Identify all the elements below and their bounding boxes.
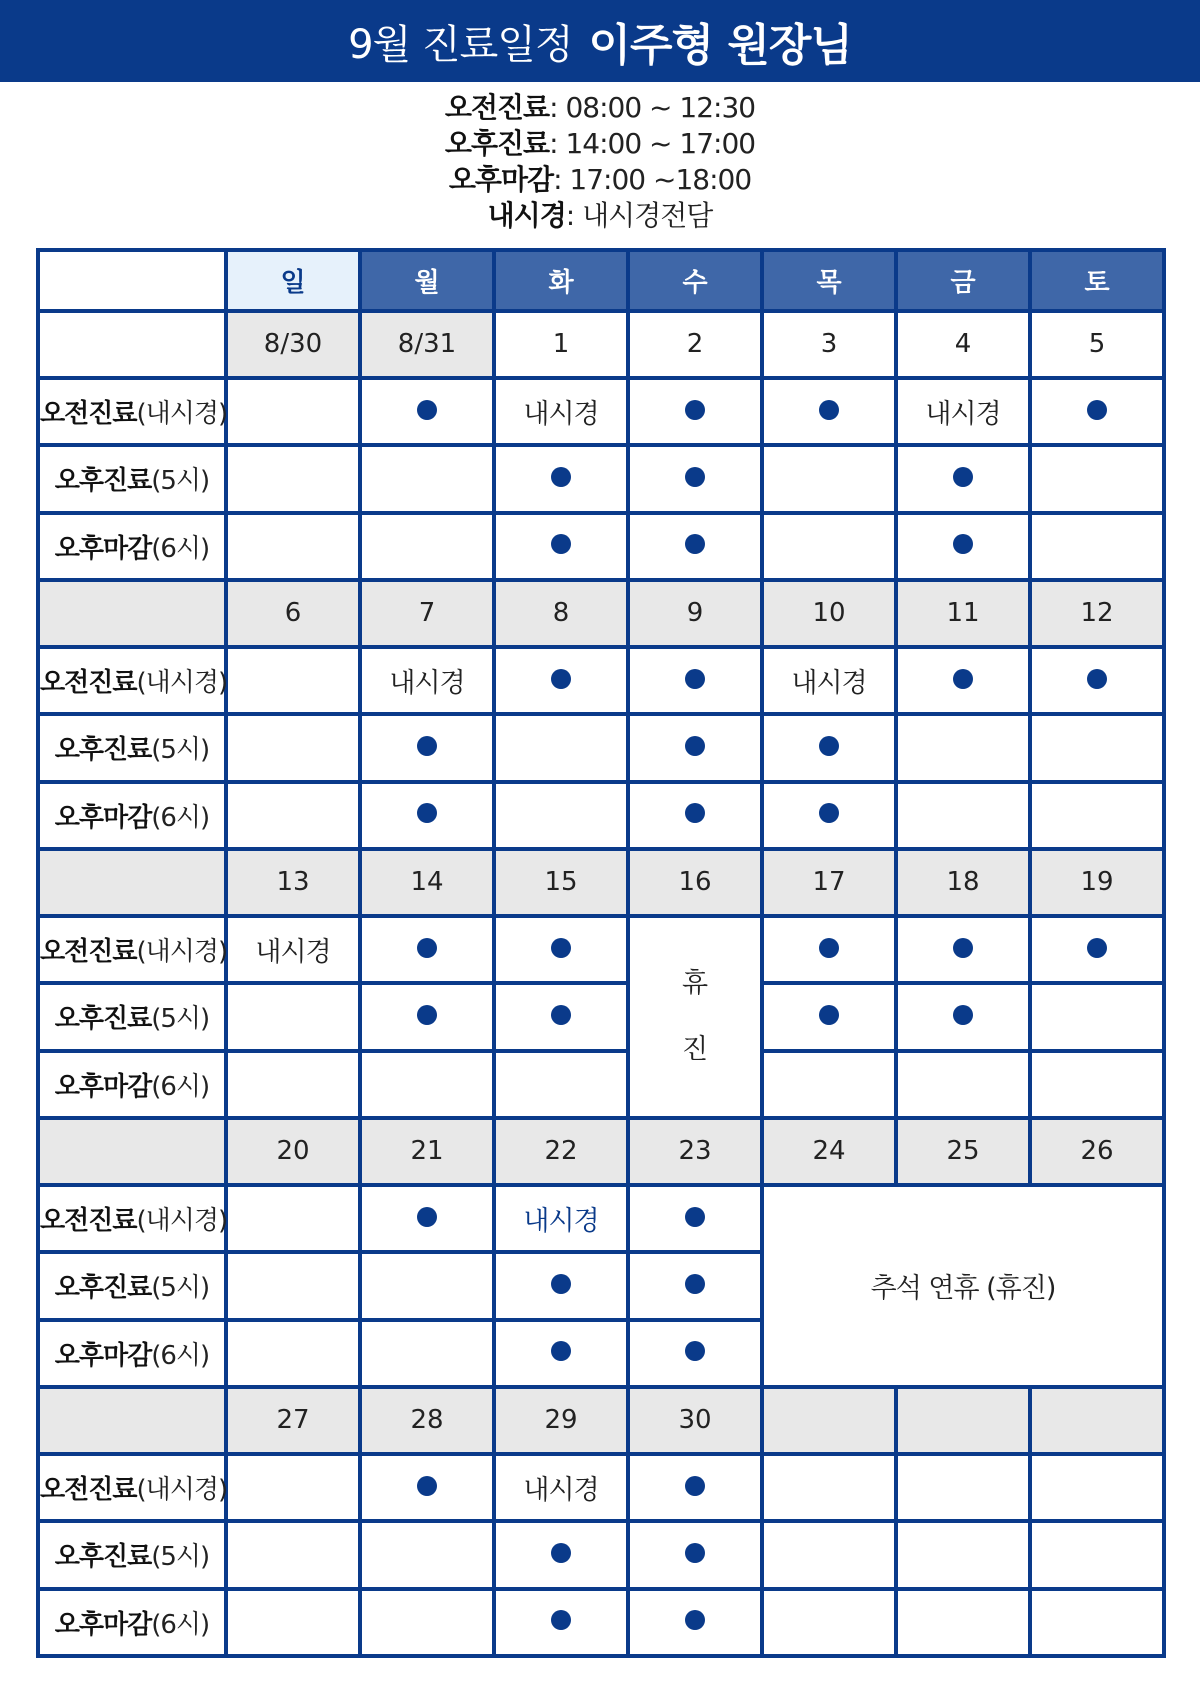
slot-cell xyxy=(226,983,360,1050)
slot-cell xyxy=(360,714,494,781)
date-cell: 5 xyxy=(1030,311,1164,378)
slot-cell xyxy=(494,1252,628,1319)
endoscopy-label: 내시경 xyxy=(255,937,331,969)
slot-cell xyxy=(762,445,896,512)
open-dot-icon xyxy=(417,400,437,420)
slot-cell xyxy=(628,1521,762,1588)
date-cell: 19 xyxy=(1030,849,1164,916)
slot-cell xyxy=(494,1320,628,1387)
slot-cell xyxy=(226,1051,360,1118)
date-cell: 26 xyxy=(1030,1118,1164,1185)
slot-cell xyxy=(226,647,360,714)
slot-cell xyxy=(628,647,762,714)
slot-cell xyxy=(226,1454,360,1521)
slot-cell xyxy=(762,782,896,849)
slot-cell xyxy=(896,1589,1030,1657)
row-label-pm: 오후진료(5시) xyxy=(38,714,226,781)
date-label-cell xyxy=(38,1118,226,1185)
date-label-cell xyxy=(38,580,226,647)
week-3-pm xyxy=(38,983,1164,1050)
week-4-am xyxy=(38,1185,1164,1252)
slot-cell xyxy=(226,1252,360,1319)
date-cell: 17 xyxy=(762,849,896,916)
open-dot-icon xyxy=(417,1207,437,1227)
date-cell: 21 xyxy=(360,1118,494,1185)
date-cell: 16 xyxy=(628,849,762,916)
week-2-late xyxy=(38,782,1164,849)
open-dot-icon xyxy=(685,669,705,689)
slot-cell xyxy=(762,1521,896,1588)
row-label-pm: 오후진료(5시) xyxy=(38,1521,226,1588)
slot-cell xyxy=(628,782,762,849)
holiday-cell xyxy=(762,1185,1164,1387)
row-label-am: 오전진료(내시경) xyxy=(38,916,226,983)
corner-cell xyxy=(38,250,226,311)
open-dot-icon xyxy=(1087,400,1107,420)
slot-cell xyxy=(1030,916,1164,983)
weekday-thu: 목 xyxy=(762,250,896,311)
week-1-am xyxy=(38,378,1164,445)
slot-cell xyxy=(1030,782,1164,849)
open-dot-icon xyxy=(685,803,705,823)
week-2-pm xyxy=(38,714,1164,781)
slot-cell xyxy=(1030,378,1164,445)
date-cell: 14 xyxy=(360,849,494,916)
hours-row-late: 오후마감 : 17:00 ~18:00 xyxy=(448,163,752,196)
slot-cell xyxy=(494,1521,628,1588)
open-dot-icon xyxy=(1087,938,1107,958)
open-dot-icon xyxy=(551,1274,571,1294)
slot-cell xyxy=(226,1589,360,1657)
open-dot-icon xyxy=(417,736,437,756)
slot-cell xyxy=(628,445,762,512)
closed-label: 진 xyxy=(681,1033,709,1065)
slot-cell xyxy=(226,916,360,983)
week-1-pm xyxy=(38,445,1164,512)
date-cell: 15 xyxy=(494,849,628,916)
weekday-sat: 토 xyxy=(1030,250,1164,311)
date-cell: 9 xyxy=(628,580,762,647)
open-dot-icon xyxy=(551,1610,571,1630)
slot-cell xyxy=(494,714,628,781)
open-dot-icon xyxy=(953,938,973,958)
slot-cell xyxy=(628,378,762,445)
slot-cell xyxy=(896,513,1030,580)
slot-cell xyxy=(494,1454,628,1521)
open-dot-icon xyxy=(551,1341,571,1361)
slot-cell xyxy=(896,1051,1030,1118)
week-5-dates xyxy=(38,1387,1164,1454)
endoscopy-label: 내시경 xyxy=(791,668,867,700)
slot-cell xyxy=(226,782,360,849)
slot-cell xyxy=(494,782,628,849)
open-dot-icon xyxy=(685,400,705,420)
slot-cell xyxy=(360,1252,494,1319)
slot-cell xyxy=(360,983,494,1050)
date-cell: 20 xyxy=(226,1118,360,1185)
slot-cell xyxy=(1030,714,1164,781)
open-dot-icon xyxy=(685,1476,705,1496)
slot-cell xyxy=(628,714,762,781)
slot-cell xyxy=(360,378,494,445)
weekday-fri: 금 xyxy=(896,250,1030,311)
row-label-late: 오후마감(6시) xyxy=(38,1320,226,1387)
slot-cell xyxy=(494,513,628,580)
row-label-late: 오후마감(6시) xyxy=(38,1051,226,1118)
date-cell xyxy=(1030,1387,1164,1454)
slot-cell xyxy=(360,916,494,983)
slot-cell xyxy=(896,782,1030,849)
date-label-cell xyxy=(38,311,226,378)
holiday-label: 추석 연휴 (휴진) xyxy=(870,1273,1056,1305)
slot-cell xyxy=(494,1589,628,1657)
date-cell: 25 xyxy=(896,1118,1030,1185)
endoscopy-label: 내시경 xyxy=(389,668,465,700)
weekday-sun: 일 xyxy=(226,250,360,311)
slot-cell xyxy=(360,1051,494,1118)
open-dot-icon xyxy=(1087,669,1107,689)
date-cell: 10 xyxy=(762,580,896,647)
slot-cell xyxy=(628,1320,762,1387)
slot-cell xyxy=(762,513,896,580)
endoscopy-label: 내시경 xyxy=(523,1206,599,1238)
date-cell: 3 xyxy=(762,311,896,378)
slot-cell xyxy=(494,445,628,512)
open-dot-icon xyxy=(685,534,705,554)
row-label-late: 오후마감(6시) xyxy=(38,1589,226,1657)
open-dot-icon xyxy=(685,1341,705,1361)
week-5-late xyxy=(38,1589,1164,1657)
slot-cell xyxy=(1030,445,1164,512)
schedule-table xyxy=(36,248,1166,1658)
slot-cell xyxy=(360,1589,494,1657)
date-cell: 7 xyxy=(360,580,494,647)
open-dot-icon xyxy=(819,400,839,420)
slot-cell xyxy=(226,714,360,781)
slot-cell xyxy=(494,1051,628,1118)
slot-cell xyxy=(896,1454,1030,1521)
slot-cell xyxy=(226,1320,360,1387)
week-4-dates xyxy=(38,1118,1164,1185)
open-dot-icon xyxy=(953,669,973,689)
date-cell xyxy=(896,1387,1030,1454)
closed-label: 휴 xyxy=(681,967,709,999)
week-2-am xyxy=(38,647,1164,714)
open-dot-icon xyxy=(819,1005,839,1025)
open-dot-icon xyxy=(417,1005,437,1025)
weekday-mon: 월 xyxy=(360,250,494,311)
open-dot-icon xyxy=(551,1543,571,1563)
slot-cell xyxy=(226,378,360,445)
open-dot-icon xyxy=(685,1274,705,1294)
slot-cell xyxy=(762,1454,896,1521)
slot-cell xyxy=(360,1521,494,1588)
open-dot-icon xyxy=(551,534,571,554)
weekday-header xyxy=(38,250,1164,311)
hours-info xyxy=(0,90,1200,234)
hours-row-am: 오전진료 : 08:00 ~ 12:30 xyxy=(444,91,756,124)
slot-cell xyxy=(762,983,896,1050)
slot-cell xyxy=(494,1185,628,1252)
open-dot-icon xyxy=(417,938,437,958)
date-cell: 22 xyxy=(494,1118,628,1185)
date-cell: 11 xyxy=(896,580,1030,647)
slot-cell xyxy=(762,916,896,983)
row-label-am: 오전진료(내시경) xyxy=(38,1454,226,1521)
slot-cell xyxy=(896,647,1030,714)
date-cell: 8/31 xyxy=(360,311,494,378)
date-cell: 29 xyxy=(494,1387,628,1454)
date-label-cell xyxy=(38,849,226,916)
date-cell: 30 xyxy=(628,1387,762,1454)
slot-cell xyxy=(360,513,494,580)
open-dot-icon xyxy=(551,669,571,689)
date-cell: 12 xyxy=(1030,580,1164,647)
slot-cell xyxy=(762,1051,896,1118)
slot-cell xyxy=(896,445,1030,512)
slot-cell xyxy=(360,1454,494,1521)
slot-cell xyxy=(360,445,494,512)
slot-cell xyxy=(1030,1589,1164,1657)
open-dot-icon xyxy=(819,803,839,823)
row-label-late: 오후마감(6시) xyxy=(38,782,226,849)
row-label-am: 오전진료(내시경) xyxy=(38,378,226,445)
slot-cell xyxy=(494,983,628,1050)
open-dot-icon xyxy=(685,1610,705,1630)
week-3-am xyxy=(38,916,1164,983)
date-cell: 24 xyxy=(762,1118,896,1185)
slot-cell xyxy=(226,1185,360,1252)
row-label-pm: 오후진료(5시) xyxy=(38,1252,226,1319)
doctor-name: 이주형 원장님 xyxy=(588,20,852,71)
date-cell: 1 xyxy=(494,311,628,378)
slot-cell xyxy=(628,1185,762,1252)
slot-cell xyxy=(494,647,628,714)
date-cell: 28 xyxy=(360,1387,494,1454)
slot-cell xyxy=(1030,983,1164,1050)
open-dot-icon xyxy=(819,736,839,756)
title-banner xyxy=(0,0,1200,82)
open-dot-icon xyxy=(551,1005,571,1025)
week-5-am xyxy=(38,1454,1164,1521)
week-5-pm xyxy=(38,1521,1164,1588)
row-label-pm: 오후진료(5시) xyxy=(38,983,226,1050)
row-label-late: 오후마감(6시) xyxy=(38,513,226,580)
closed-day-cell xyxy=(628,916,762,1118)
date-cell: 13 xyxy=(226,849,360,916)
row-label-pm: 오후진료(5시) xyxy=(38,445,226,512)
open-dot-icon xyxy=(417,1476,437,1496)
slot-cell xyxy=(1030,647,1164,714)
open-dot-icon xyxy=(417,803,437,823)
slot-cell xyxy=(226,513,360,580)
date-cell xyxy=(762,1387,896,1454)
slot-cell xyxy=(896,983,1030,1050)
slot-cell xyxy=(762,714,896,781)
slot-cell xyxy=(226,445,360,512)
endoscopy-label: 내시경 xyxy=(925,399,1001,431)
slot-cell xyxy=(1030,513,1164,580)
endoscopy-label: 내시경 xyxy=(523,399,599,431)
open-dot-icon xyxy=(685,1207,705,1227)
slot-cell xyxy=(360,782,494,849)
slot-cell xyxy=(494,378,628,445)
slot-cell xyxy=(628,1252,762,1319)
open-dot-icon xyxy=(953,1005,973,1025)
date-label-cell xyxy=(38,1387,226,1454)
date-cell: 2 xyxy=(628,311,762,378)
date-cell: 6 xyxy=(226,580,360,647)
weekday-wed: 수 xyxy=(628,250,762,311)
endoscopy-label: 내시경 xyxy=(523,1475,599,1507)
open-dot-icon xyxy=(953,467,973,487)
slot-cell xyxy=(628,1589,762,1657)
open-dot-icon xyxy=(685,467,705,487)
date-cell: 8/30 xyxy=(226,311,360,378)
row-label-am: 오전진료(내시경) xyxy=(38,1185,226,1252)
open-dot-icon xyxy=(819,938,839,958)
weekday-tue: 화 xyxy=(494,250,628,311)
open-dot-icon xyxy=(685,736,705,756)
slot-cell xyxy=(896,1521,1030,1588)
slot-cell xyxy=(896,916,1030,983)
month-title: 9월 진료일정 xyxy=(348,21,573,68)
slot-cell xyxy=(896,714,1030,781)
slot-cell xyxy=(1030,1051,1164,1118)
date-cell: 18 xyxy=(896,849,1030,916)
week-1-late xyxy=(38,513,1164,580)
slot-cell xyxy=(762,647,896,714)
slot-cell xyxy=(762,1589,896,1657)
row-label-am: 오전진료(내시경) xyxy=(38,647,226,714)
week-1-dates xyxy=(38,311,1164,378)
slot-cell xyxy=(1030,1521,1164,1588)
date-cell: 27 xyxy=(226,1387,360,1454)
slot-cell xyxy=(896,378,1030,445)
slot-cell xyxy=(628,1454,762,1521)
week-3-dates xyxy=(38,849,1164,916)
slot-cell xyxy=(762,378,896,445)
hours-row-pm: 오후진료 : 14:00 ~ 17:00 xyxy=(444,127,756,160)
open-dot-icon xyxy=(685,1543,705,1563)
open-dot-icon xyxy=(953,534,973,554)
slot-cell xyxy=(628,513,762,580)
slot-cell xyxy=(360,1320,494,1387)
slot-cell xyxy=(360,1185,494,1252)
open-dot-icon xyxy=(551,938,571,958)
slot-cell xyxy=(226,1521,360,1588)
date-cell: 4 xyxy=(896,311,1030,378)
week-2-dates xyxy=(38,580,1164,647)
date-cell: 8 xyxy=(494,580,628,647)
slot-cell xyxy=(494,916,628,983)
week-3-late xyxy=(38,1051,1164,1118)
open-dot-icon xyxy=(551,467,571,487)
date-cell: 23 xyxy=(628,1118,762,1185)
slot-cell xyxy=(360,647,494,714)
slot-cell xyxy=(1030,1454,1164,1521)
hours-row-endoscopy: 내시경 : 내시경전담 xyxy=(487,199,713,232)
